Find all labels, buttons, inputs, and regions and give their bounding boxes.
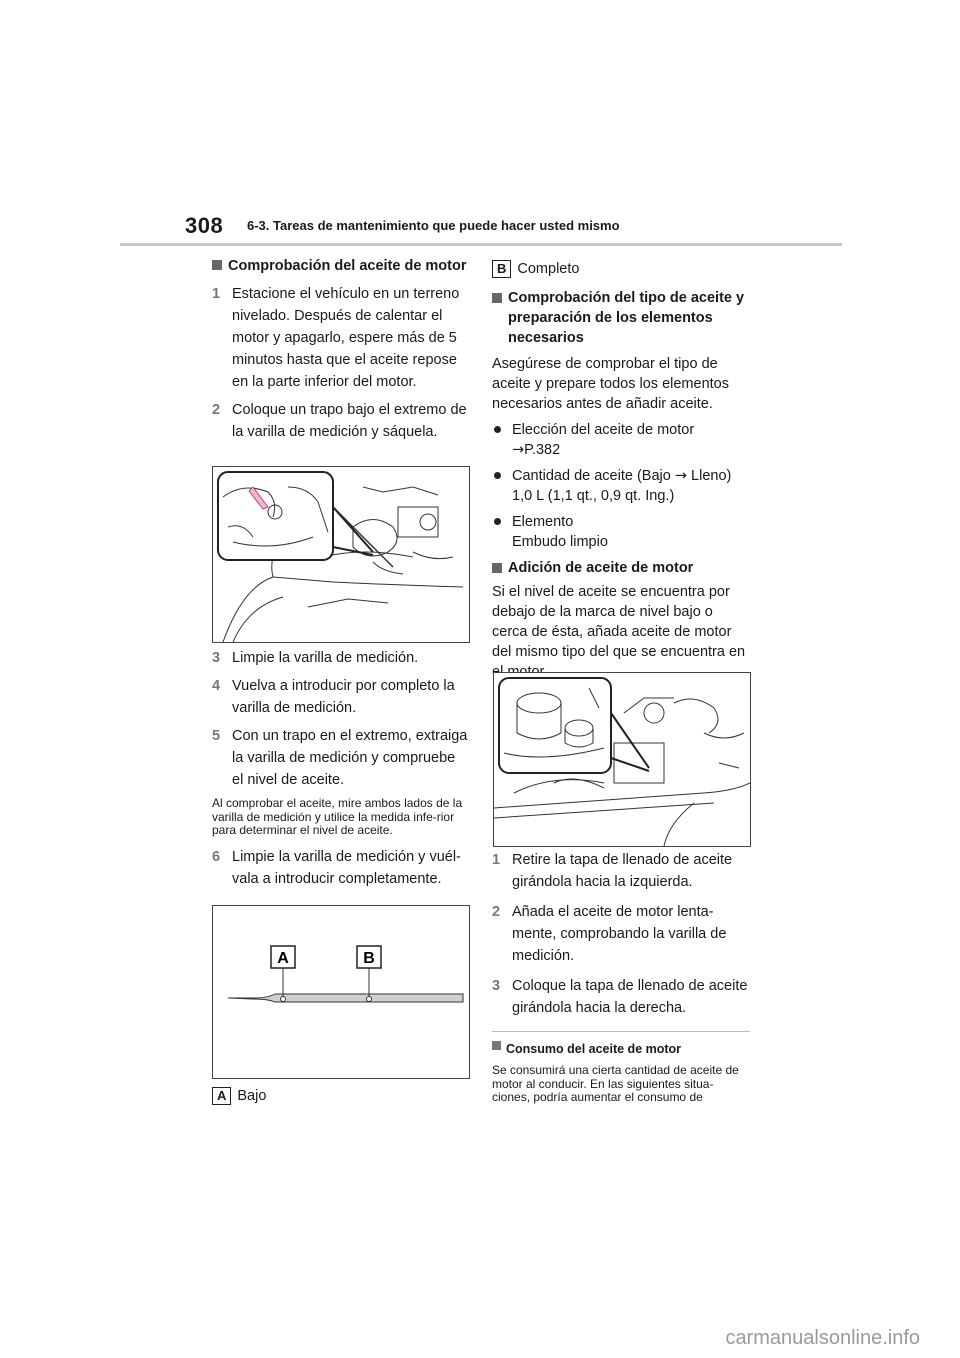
square-bullet-icon [492, 563, 502, 573]
heading-check-oil [212, 255, 470, 277]
step-number: 3 [492, 978, 501, 994]
add-step-1 [492, 849, 750, 893]
heading-oil-type [492, 288, 750, 348]
step-text: Vuelva a introducir por completo la varilla de medición. [232, 678, 455, 716]
square-bullet-icon [212, 260, 222, 270]
paragraph-add-oil: Si el nivel de aceite se encuentra por debajo de la marca de nivel bajo o cerca de ésta, añada aceite de motor del mismo tipo del que se encuentra en [492, 584, 746, 660]
page-reference-link[interactable]: P.382 [524, 442, 561, 458]
step-number: 3 [212, 650, 221, 666]
engine-dipstick-figure [212, 466, 470, 643]
dipstick-illustration [213, 906, 469, 1078]
legend-a-key: A [212, 1087, 231, 1105]
step-3 [212, 647, 470, 669]
add-step-2 [492, 901, 750, 967]
right-column-steps [492, 849, 750, 1019]
left-column-top [212, 255, 470, 443]
bullet-dot-icon [494, 472, 501, 479]
step-number: 5 [212, 728, 221, 744]
bullet-text: Cantidad de aceite (Bajo [512, 468, 671, 484]
sub-heading-consumption-text: Consumo del aceite de motor [506, 1042, 682, 1056]
arrow-right-icon: → [512, 442, 525, 458]
oil-check-note: Al comprobar el aceite, mire ambos lados de la varilla de medición y utilice la medida infe-rior para determinar el nivel de aceite. [212, 796, 463, 837]
heading-add-oil-text: Adición de aceite de motor [508, 560, 694, 576]
consumption-text: Se consumirá una cierta cantidad de aceite de motor al conducir. En las siguientes situa-ciones, podría aumentar el consumo de [492, 1063, 739, 1104]
section-divider [492, 1031, 750, 1032]
dipstick-levels-figure [212, 905, 470, 1079]
bullet-text: Elemento [512, 514, 574, 530]
right-column-top [492, 258, 750, 682]
bullet-text: Embudo limpio [512, 534, 608, 550]
heading-add-oil [492, 558, 750, 578]
bullet-dot-icon [494, 518, 501, 525]
section-title: 6-3. Tareas de mantenimiento que puede hacer usted mismo [247, 218, 620, 233]
square-bullet-icon [492, 1041, 501, 1050]
step-number: 2 [492, 904, 501, 920]
sub-heading-consumption [492, 1038, 750, 1060]
bullet-text: 1,0 L (1,1 qt., 0,9 qt. Ing.) [512, 488, 675, 504]
square-bullet-icon [492, 293, 502, 303]
header-rule [120, 243, 842, 246]
oil-filler-cap-figure [493, 672, 751, 847]
step-number: 1 [212, 286, 221, 302]
bullet-text: Lleno) [691, 468, 732, 484]
legend-b-key: B [492, 260, 511, 278]
step-text: Añada el aceite de motor lenta-mente, comprobando la varilla de medición. [512, 904, 727, 964]
bullet-oil-choice [492, 420, 750, 460]
add-step-3 [492, 975, 750, 1019]
heading-oil-type-text: Comprobación del tipo de aceite y preparación de los elementos necesarios [508, 290, 745, 346]
step-6 [212, 846, 470, 890]
legend-a [212, 1085, 470, 1107]
step-text: Coloque la tapa de llenado de aceite girándola hacia la derecha. [512, 978, 748, 1016]
watermark: carmanualsonline.info [725, 1327, 920, 1349]
paragraph-oil-type: Asegúrese de comprobar el tipo de aceite y prepare todos los elementos necesarios antes de añadir aceite. [492, 356, 729, 412]
bullet-text: Elección del aceite de motor [512, 422, 695, 438]
step-number: 6 [212, 848, 221, 865]
legend-a-text: Bajo [237, 1088, 267, 1104]
oil-consumption-note [492, 1038, 750, 1105]
heading-check-oil-text: Comprobación del aceite de motor [228, 258, 467, 274]
oil-filler-illustration [494, 673, 750, 846]
step-text: Con un trapo en el extremo, extraiga la varilla de medición y compruebe el nivel de aceite. [232, 728, 468, 788]
step-number: 4 [212, 678, 221, 694]
legend-b [492, 258, 750, 280]
step-text: Limpie la varilla de medición y vuél-vala a introducir completamente. [232, 848, 461, 887]
step-2 [212, 399, 470, 443]
step-number: 1 [492, 852, 501, 868]
legend-b-text: Completo [517, 261, 580, 277]
step-text: Retire la tapa de llenado de aceite girándola hacia la izquierda. [512, 852, 733, 890]
step-text: Coloque un trapo bajo el extremo de la varilla de medición y sáquela. [232, 402, 467, 440]
arrow-right-icon: → [674, 468, 687, 484]
step-number: 2 [212, 402, 221, 418]
marker-b-label: B [363, 950, 375, 967]
step-text: Estacione el vehículo en un terreno nivelado. Después de calentar el motor y apagarlo, espere más de 5 minutos hasta que el aceite repose en la parte inferior del motor. [232, 286, 460, 390]
marker-a-label: A [277, 950, 289, 967]
step-5 [212, 725, 470, 791]
page-number: 308 [185, 213, 224, 238]
step-1 [212, 283, 470, 393]
engine-dipstick-illustration [213, 467, 469, 642]
step-4 [212, 675, 470, 719]
bullet-oil-quantity [492, 466, 750, 506]
step-text: Limpie la varilla de medición. [232, 650, 419, 666]
bullet-item [492, 512, 750, 552]
bullet-dot-icon [494, 426, 501, 433]
left-column-mid [212, 647, 470, 890]
